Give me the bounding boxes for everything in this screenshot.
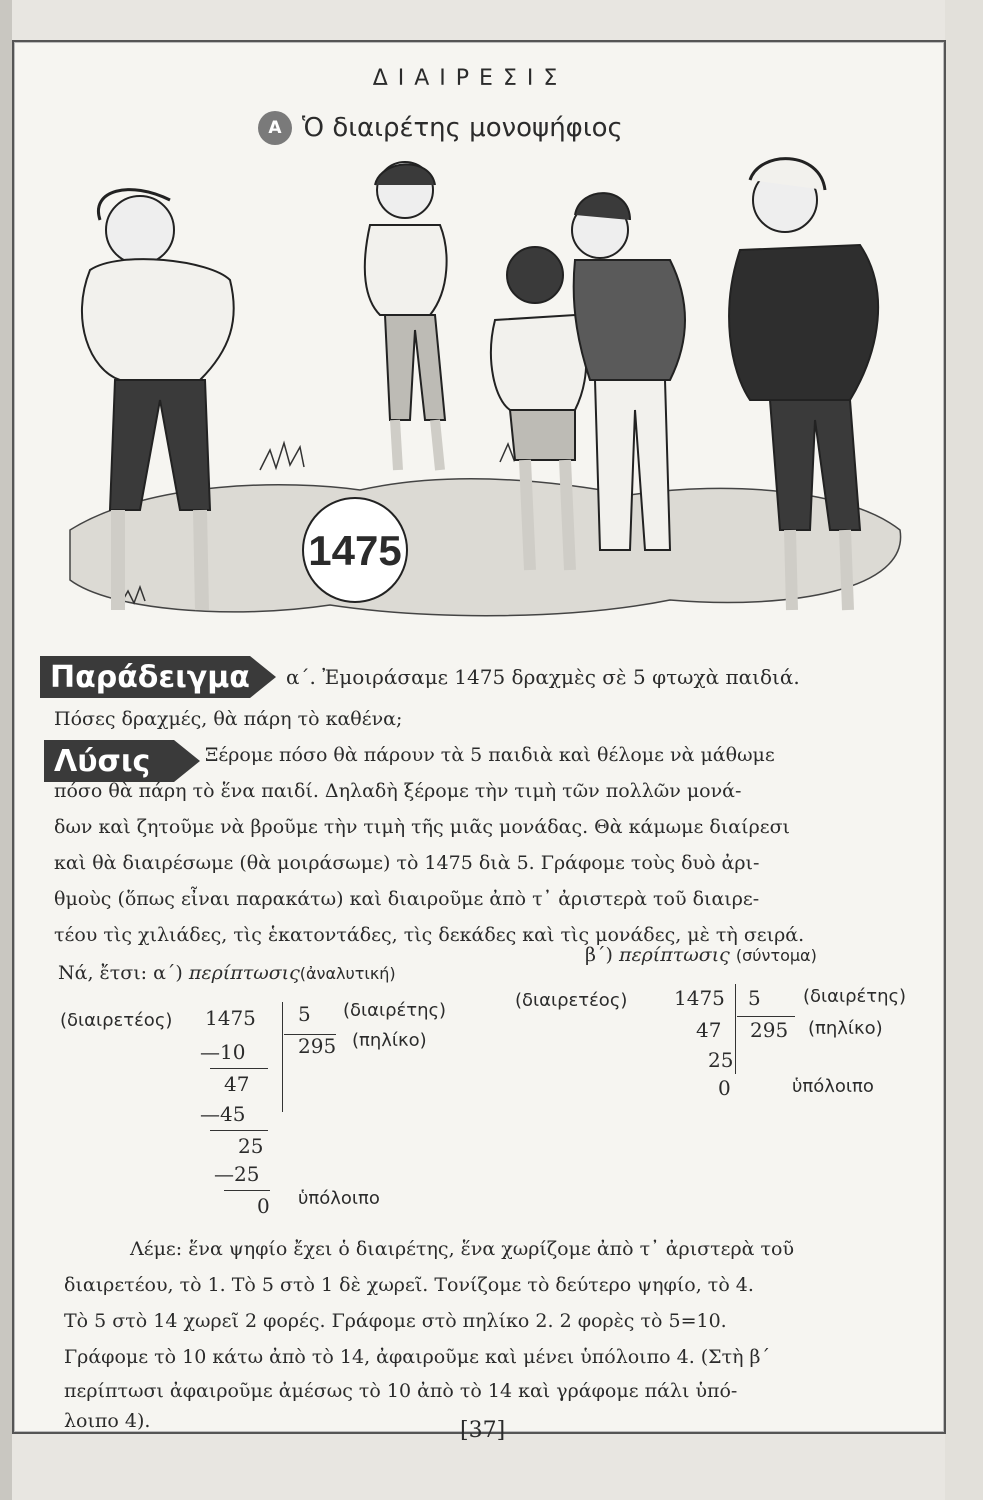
case-a-dividend: 1475 [205,1006,256,1030]
solution-line-3: δων καὶ ζητοῦμε νὰ βροῦμε τὴν τιμὴ τῆς μιᾶς μονάδας. Θὰ κάμωμε διαίρεσι [54,816,791,838]
explanation-line-4: Γράφομε τὸ 10 κάτω ἀπὸ τὸ 14, ἀφαιροῦμε καὶ μένει ὑπόλοιπο 4. (Στὴ β΄ [64,1346,771,1368]
facing-page-edge [945,0,983,1500]
case-b-dividend: 1475 [674,986,725,1010]
case-a-rule-3 [224,1190,270,1191]
case-a-step-6: 0 [257,1194,270,1218]
case-a-header [58,958,396,989]
section-heading [258,108,623,148]
section-badge: Α [258,111,292,145]
case-b-quotient: 295 [750,1018,789,1042]
banner-arrow [250,656,276,698]
case-b-step-2: 25 [708,1048,734,1072]
boys-illustration [30,150,920,650]
case-a-step-5: —25 [214,1162,260,1186]
boy-middle [365,162,447,470]
case-b-quotient-label: (πηλίκο) [808,1018,883,1039]
solution-line-5: θμοὺς (ὅπως εἶναι παρακάτω) καὶ διαιροῦμε ἀπὸ τ᾿ ἀριστερὰ τοῦ διαιρε- [54,888,760,910]
chapter-title: ΔΙΑΙΡΕΣΙΣ [372,66,568,91]
example-banner [40,656,250,698]
solution-line-6: τέου τὶς χιλιάδες, τὶς ἑκατοντάδες, τὶς δεκάδες καὶ τὶς μονάδες, μὲ τὴ σειρά. [54,924,805,946]
case-a-rule-2 [210,1130,268,1131]
case-a-step-3: —45 [200,1102,246,1126]
case-b-kind: (σύντομα) [735,946,817,965]
case-b-remainder-label: ὑπόλοιπο [792,1076,874,1097]
case-b-header [585,940,817,971]
book-binding-edge [0,0,12,1500]
explanation-line-5: περίπτωσι ἀφαιροῦμε ἀμέσως τὸ 10 ἀπὸ τὸ 14 καὶ γράφομε πάλι ὑπό- [64,1380,738,1402]
case-a-rule-1 [210,1068,268,1069]
case-a-step-1: —10 [200,1040,246,1064]
case-b-name: περίπτωσις [618,944,730,966]
case-a-divisor-label: (διαιρέτης) [343,1000,447,1021]
case-a-division-bar [282,1002,283,1112]
case-a-step-4: 25 [238,1134,264,1158]
case-b-step-3: 0 [718,1076,731,1100]
case-a-divisor: 5 [298,1002,311,1026]
solution-banner-label: Λύσις [54,743,151,779]
explanation-line-3: Τὸ 5 στὸ 14 χωρεῖ 2 φορές. Γράφομε στὸ πηλίκο 2. 2 φορὲς τὸ 5=10. [64,1310,727,1332]
case-a-name: περίπτωσις [188,962,300,984]
case-b-quotient-line [737,1016,795,1017]
section-title: Ὁ διαιρέτης μονοψήφιος [302,113,623,143]
example-question-line2: Πόσες δραχμές, θὰ πάρη τὸ καθένα; [54,708,403,730]
example-question-line1: α΄. Ἐμοιράσαμε 1475 δραχμὲς σὲ 5 φτωχὰ παιδιά. [286,665,800,689]
solution-line-1: Ξέρομε πόσο θὰ πάρουν τὰ 5 παιδιὰ καὶ θέλομε νὰ μάθωμε [205,744,775,766]
case-a-dividend-label: (διαιρετέος) [60,1010,173,1031]
explanation-line-2: διαιρετέου, τὸ 1. Τὸ 5 στὸ 1 δὲ χωρεῖ. Τονίζομε τὸ δεύτερο ψηφίο, τὸ 4. [64,1274,754,1296]
explanation-line-6: λοιπο 4). [64,1410,151,1432]
case-a-intro: Νά, ἔτσι: α΄) [58,962,183,984]
page-number: [37] [460,1418,506,1443]
case-b-divisor: 5 [748,986,761,1010]
explanation-line-1: Λέμε: ἕνα ψηφίο ἔχει ὁ διαιρέτης, ἕνα χωρίζομε ἀπὸ τ᾿ ἀριστερὰ τοῦ [130,1238,795,1260]
case-b-step-1: 47 [696,1018,722,1042]
case-b-intro: β΄) [585,944,613,966]
example-banner-label: Παράδειγμα [50,659,250,695]
case-a-quotient: 295 [298,1034,337,1058]
case-b-division-bar [735,984,736,1074]
case-a-step-2: 47 [224,1072,250,1096]
case-b-dividend-label: (διαιρετέος) [515,990,628,1011]
case-a-remainder-label: ὑπόλοιπο [298,1188,380,1209]
solution-line-2: πόσο θὰ πάρη τὸ ἕνα παιδί. Δηλαδὴ ξέρομε τὴν τιμὴ τῶν πολλῶν μονά- [54,780,742,802]
case-a-quotient-label: (πηλίκο) [352,1030,427,1051]
case-b-divisor-label: (διαιρέτης) [803,986,907,1007]
case-a-kind: (ἀναλυτική) [299,964,396,983]
solution-line-4: καὶ θὰ διαιρέσωμε (θὰ μοιράσωμε) τὸ 1475 διὰ 5. Γράφομε τοὺς δυὸ ἀρι- [54,852,760,874]
number-label: 1475 [308,527,402,574]
